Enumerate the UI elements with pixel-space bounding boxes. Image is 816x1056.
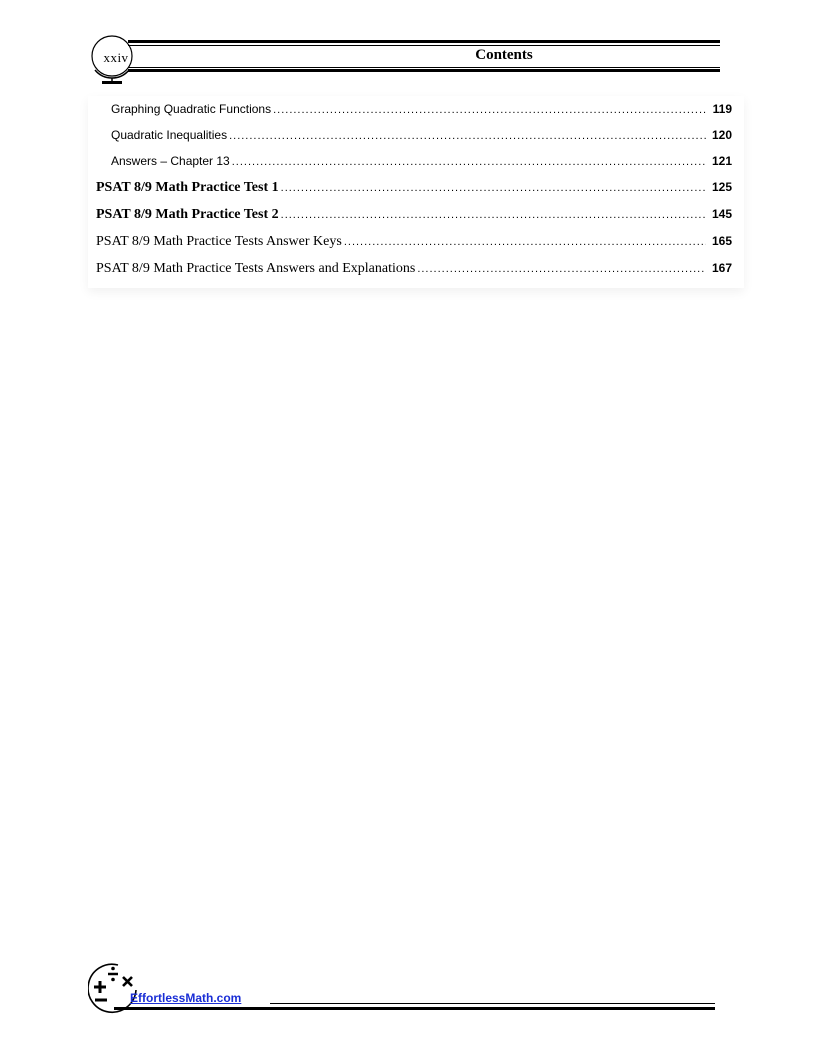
effortlessmath-link[interactable]: EffortlessMath.com <box>130 991 242 1005</box>
toc-entry[interactable] <box>88 96 732 122</box>
toc-leader-dots <box>344 229 706 256</box>
table-of-contents <box>88 96 744 288</box>
toc-entry-page: 167 <box>711 261 732 275</box>
toc-entry-page: 121 <box>711 154 732 168</box>
toc-entry-label: PSAT 8/9 Math Practice Test 1 <box>96 180 279 195</box>
footer-rule-thin <box>270 1003 715 1004</box>
toc-entry-label: Answers – Chapter 13 <box>111 154 230 168</box>
toc-entry[interactable] <box>88 122 732 148</box>
toc-entry-label: Quadratic Inequalities <box>111 128 228 142</box>
toc-entry-label: PSAT 8/9 Math Practice Test 2 <box>96 207 279 222</box>
footer-rule <box>114 1007 715 1010</box>
toc-entry-page: 119 <box>712 102 732 116</box>
header-rule-bottom <box>128 69 720 72</box>
header-rule-bottom-thin <box>128 67 720 68</box>
toc-entry-label: Graphing Quadratic Functions <box>111 102 272 116</box>
header-rule-top-thin <box>128 45 720 46</box>
header-rule-top <box>128 40 720 43</box>
toc-leader-dots <box>281 175 706 202</box>
toc-entry-label: PSAT 8/9 Math Practice Tests Answer Keys <box>96 234 342 249</box>
toc-entry[interactable] <box>88 255 732 282</box>
toc-entry-page: 120 <box>711 128 732 142</box>
page-header <box>88 34 720 84</box>
toc-entry-page: 145 <box>711 207 732 221</box>
toc-entry-page: 125 <box>711 180 732 194</box>
toc-entry-label: PSAT 8/9 Math Practice Tests Answers and Explanations <box>96 261 416 276</box>
toc-entry[interactable] <box>88 174 732 201</box>
toc-leader-dots <box>417 256 706 283</box>
page-number: xxiv <box>103 50 129 65</box>
toc-entry[interactable] <box>88 228 732 255</box>
page-footer <box>88 958 718 1014</box>
toc-entry[interactable] <box>88 148 732 174</box>
toc-leader-dots <box>232 149 706 175</box>
toc-leader-dots <box>281 202 706 229</box>
running-header-title: Contents <box>475 47 533 63</box>
toc-leader-dots <box>229 123 706 149</box>
toc-leader-dots <box>273 97 706 123</box>
math-operators-logo-icon <box>88 960 142 1014</box>
toc-entry-page: 165 <box>711 234 732 248</box>
toc-entry[interactable] <box>88 201 732 228</box>
